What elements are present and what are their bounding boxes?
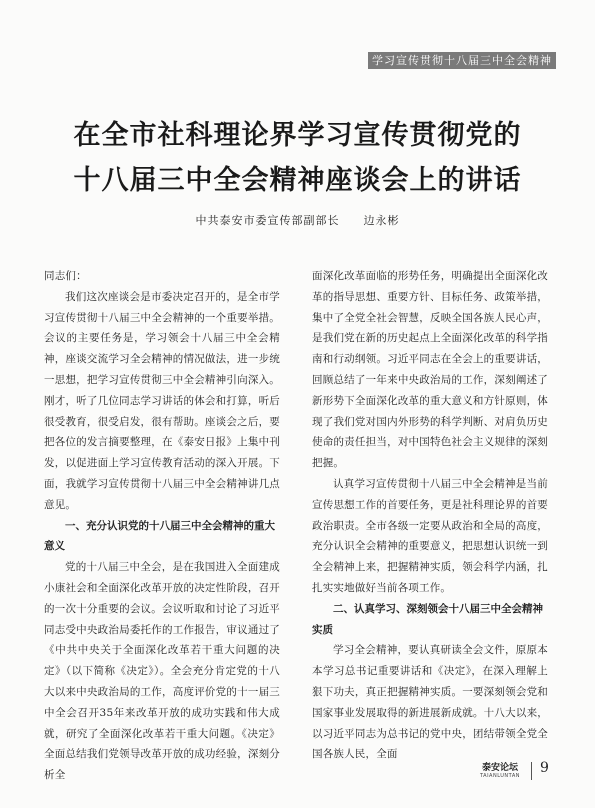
logo-text-cn: 泰安论坛	[481, 763, 518, 773]
page-number: 9	[540, 760, 549, 776]
article-title-line-1: 在全市社科理论界学习宣传贯彻党的	[73, 120, 522, 151]
byline	[0, 212, 595, 228]
right-column	[312, 266, 548, 765]
paragraph: 认真学习宣传贯彻十八届三中全会精神是当前宣传思想工作的首要任务，更是社科理论界的首要政治职责。全市各级一定要从政治和全局的高度，充分认识全会精神的重要意义，把思想认识统一到全会精神上来，把握精神实质，领会科学内涵，扎扎实实地做好当前各项工作。	[312, 477, 548, 594]
paragraph: 我们这次座谈会是市委决定召开的，是全市学习宣传贯彻十八届三中全会精神的一个重要举措。会议的主要任务是，学习领会十八届三中全会精神，座谈交流学习全会精神的情况做法，进一步统一思想，把学习宣传贯彻三中全会精神引向深入。刚才，听了几位同志学习讲话的体会和打算，听后很受教育，很受启发，很有帮助。座谈会之后，要把各位的发言摘要整理，在《泰安日报》上集中刊发，以促进面上学习宣传教育活动的深入开展。下面，我就学习宣传贯彻十八届三中全会精神讲几点意见。	[44, 290, 280, 511]
left-column	[44, 266, 280, 786]
author-title: 中共泰安市委宣传部副部长	[195, 214, 340, 227]
section-heading: 二、认真学习、深刻领会十八届三中全会精神实质	[312, 602, 543, 636]
salutation: 同志们：	[44, 270, 87, 282]
column-tag: 学习宣传贯彻十八届三中全会精神	[368, 52, 556, 69]
paragraph: 党的十八届三中全会，是在我国进入全面建成小康社会和全面深化改革开放的决定性阶段，召开的一次十分重要的会议。会议听取和讨论了习近平同志受中央政治局委托作的工作报告，审议通过了《中共中央关于全面深化改革若干重大问题的决定》（以下简称《决定》）。全会充分肯定党的十八大以来中央政治局的工作，高度评价党的十一届三中全会召开35年来改革开放的成功实践和伟大成就，研究了全面深化改革若干重大问题。《决定》全面总结我们党领导改革开放的成功经验，深刻分析全	[44, 561, 280, 782]
publication-logo	[477, 760, 523, 779]
paragraph: 学习全会精神，要认真研读全会文件，原原本本学习总书记重要讲话和《决定》，在深入理解上狠下功夫，真正把握精神实质。一要深刻领会党和国家事业发展取得的新进展新成就。十八大以来，以习近平同志为总书记的党中央，团结带领全党全国各族人民，全面	[312, 644, 548, 761]
author-name: 边永彬	[363, 214, 400, 227]
paragraph: 面深化改革面临的形势任务，明确提出全面深化改革的指导思想、重要方针、目标任务、政策举措，集中了全党全社会智慧，反映全国各族人民心声，是我们党在新的历史起点上全面深化改革的科学指南和行动纲领。习近平同志在全会上的重要讲话，回顾总结了一年来中央政治局的工作，深刻阐述了新形势下全面深化改革的重大意义和方针原则，体现了我们党对国内外形势的科学判断、对肩负历史使命的责任担当，对中国特色社会主义规律的深刻把握。	[312, 270, 548, 470]
footer-divider	[531, 762, 532, 780]
section-heading: 一、充分认识党的十八届三中全会精神的重大意义	[44, 519, 275, 553]
article-title-line-2: 十八届三中全会精神座谈会上的讲话	[73, 165, 522, 196]
logo-text-en: TAIANLUNTAN	[480, 773, 520, 779]
